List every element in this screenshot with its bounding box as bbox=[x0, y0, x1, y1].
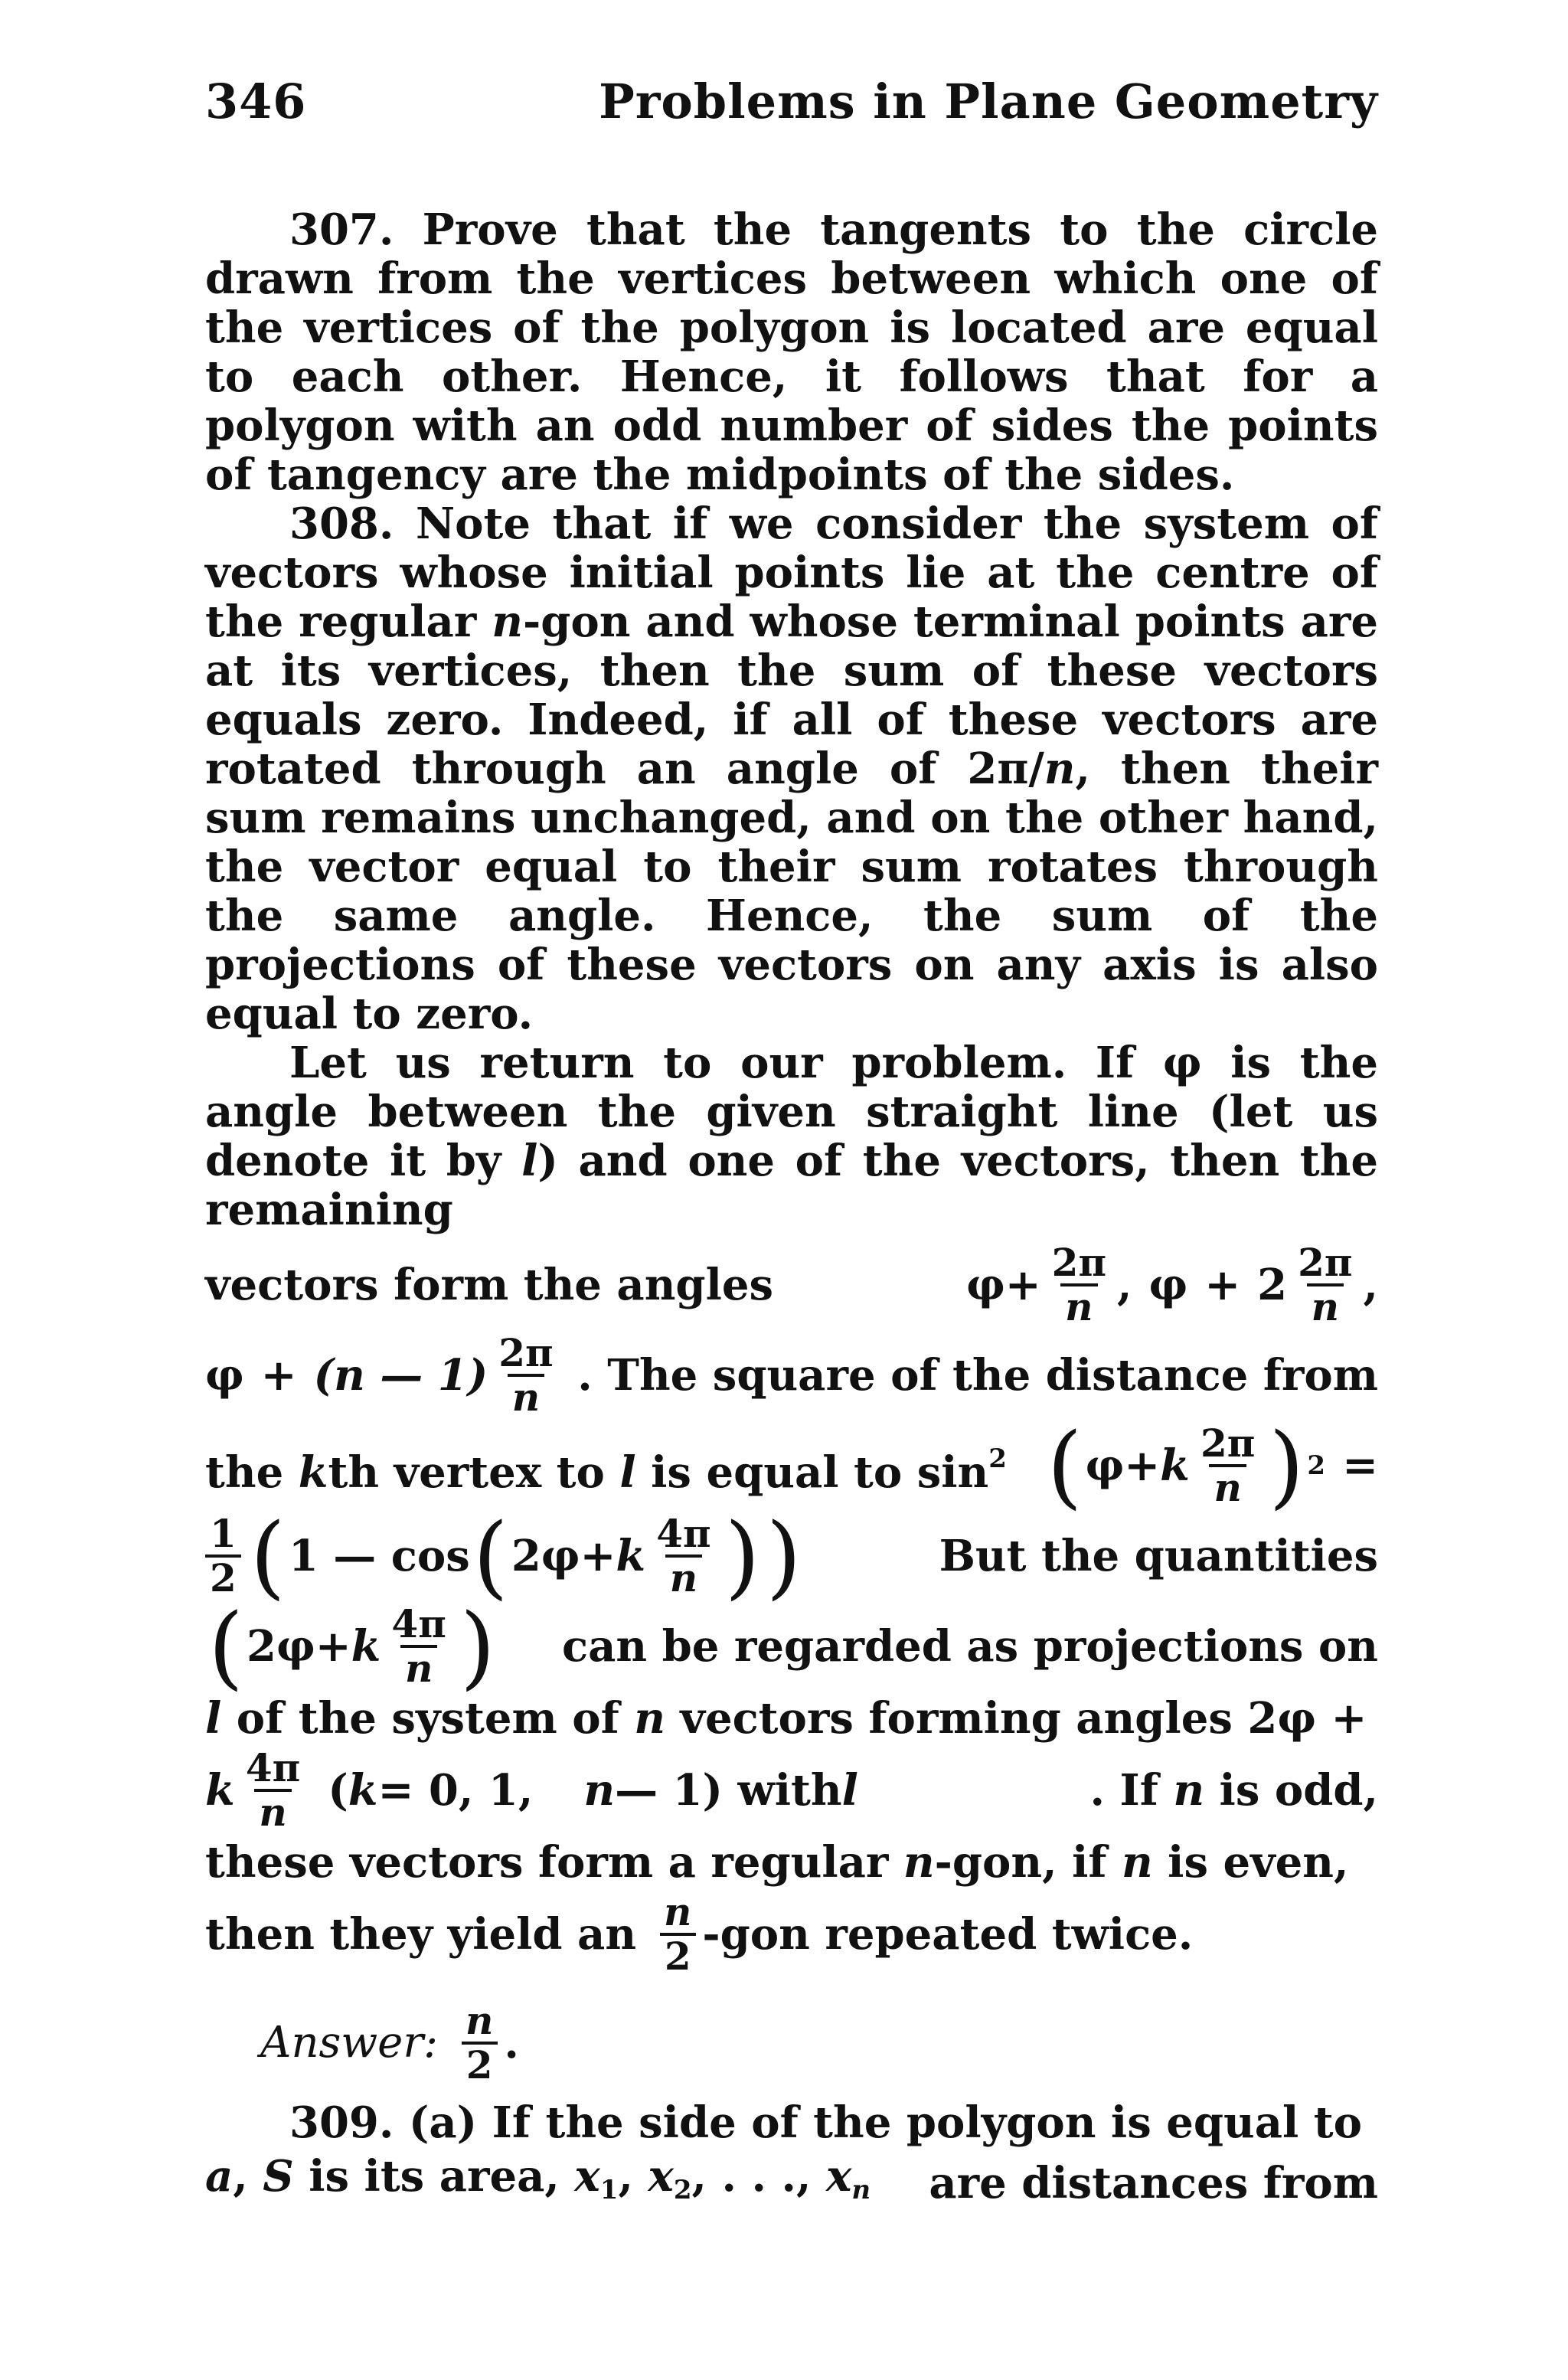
left-paren: ( bbox=[472, 1503, 508, 1609]
formula-angles bbox=[966, 1242, 1378, 1328]
problem-309 bbox=[205, 2098, 1378, 2147]
left-paren: ( bbox=[250, 1503, 286, 1609]
problem-307 bbox=[205, 205, 1378, 499]
var-l: l bbox=[521, 1136, 538, 1186]
running-title: Problems in Plane Geometry bbox=[599, 74, 1378, 129]
these-vectors-line: these vectors form a regular n-gon, if n is even, bbox=[205, 1837, 1349, 1888]
plus-sign: + bbox=[315, 1621, 351, 1672]
problem-309-text-a: (a) If the side of the polygon is equal to bbox=[408, 2097, 1362, 2148]
can-be-regarded-text: can be regarded as projections on bbox=[562, 1621, 1378, 1672]
numerator: 2π bbox=[498, 1330, 554, 1375]
formula-last-angle-line bbox=[205, 1332, 1378, 1418]
problem-308-continuation bbox=[205, 1038, 1378, 1234]
var-k: k bbox=[205, 1765, 235, 1816]
problem-307-text: Prove that the tangents to the circle drawn from the vertices between which one of the vertices of the polygon is located are equal to each other. Hence, it follows that for a polygon with an odd number of sides the points of tangency are the midpoints of the sides. bbox=[205, 204, 1379, 500]
denominator: n bbox=[1209, 1464, 1246, 1509]
formula-n-half-gon-line bbox=[205, 1891, 1378, 1977]
if-n-odd-text: . If n is odd, bbox=[1089, 1765, 1378, 1816]
formula-sin-squared-line bbox=[205, 1413, 1378, 1519]
numerator: 4π bbox=[391, 1601, 446, 1646]
var-n: n bbox=[1044, 744, 1076, 794]
page-number: 346 bbox=[205, 74, 307, 129]
var-k: k bbox=[616, 1531, 646, 1581]
formula-k-range-line bbox=[205, 1747, 1378, 1833]
plus-sign: + bbox=[580, 1531, 616, 1581]
var-k: k bbox=[351, 1621, 381, 1672]
denominator: n bbox=[1307, 1283, 1344, 1328]
problem-308 bbox=[205, 499, 1378, 1038]
phi: φ bbox=[205, 1350, 244, 1401]
numerator: 2π bbox=[1051, 1240, 1107, 1285]
problem-308-text-b: -gon and whose terminal points are at its vertices, then the sum of these vectors equals zero. Indeed, if all of these vectors are rotated through an angle of 2π/ bbox=[205, 597, 1378, 794]
right-paren: ) bbox=[766, 1503, 802, 1609]
gon-repeated-text: -gon repeated twice. bbox=[702, 1909, 1194, 1960]
phi: φ bbox=[1148, 1260, 1188, 1310]
answer-label: Answer: bbox=[260, 2018, 438, 2068]
n-minus-one: (n — 1) bbox=[313, 1350, 488, 1401]
denominator: 2 bbox=[462, 2042, 498, 2086]
equals-sign: = bbox=[1342, 1440, 1378, 1491]
left-paren: ( bbox=[208, 1594, 244, 1699]
fraction-4pi-over-n bbox=[387, 1601, 450, 1691]
formula-last-angle bbox=[205, 1332, 564, 1418]
right-paren: ) bbox=[1269, 1413, 1305, 1519]
denominator: n bbox=[508, 1374, 544, 1418]
distances-from-text: are distances from bbox=[929, 2158, 1378, 2208]
fraction-2pi-over-n bbox=[494, 1332, 557, 1418]
two-phi: 2φ bbox=[247, 1621, 315, 1672]
formula-sin-argument bbox=[1044, 1413, 1378, 1519]
denominator: 2 bbox=[660, 1933, 696, 1977]
coefficient-two: 2 bbox=[1257, 1260, 1288, 1310]
formula-cos-line bbox=[205, 1503, 1378, 1609]
fraction-2pi-over-n bbox=[1293, 1242, 1357, 1328]
var-k: k bbox=[1160, 1440, 1190, 1491]
plus-sign: + bbox=[1124, 1440, 1161, 1491]
fraction-4pi-over-n bbox=[652, 1513, 715, 1599]
fraction-4pi-over-n bbox=[241, 1747, 305, 1833]
denominator: n bbox=[254, 1789, 291, 1833]
p308-p2-b: ) and one of the vectors, then the remaining bbox=[205, 1136, 1379, 1235]
right-paren: ) bbox=[459, 1594, 495, 1699]
comma: , bbox=[1117, 1260, 1132, 1310]
formula-angles-line bbox=[205, 1242, 1378, 1328]
fraction-n-over-2 bbox=[659, 1891, 696, 1977]
formula-half-cos bbox=[205, 1503, 805, 1609]
kth-vertex-text: the kth vertex to l is equal to $\sin^2$ bbox=[205, 1443, 1007, 1498]
denominator: n bbox=[665, 1555, 702, 1599]
problem-309-number: 309. bbox=[289, 2097, 394, 2148]
comma: , bbox=[1363, 1260, 1378, 1310]
one-minus-cos: 1 — cos bbox=[288, 1531, 470, 1581]
exponent: 2 bbox=[1307, 1450, 1326, 1481]
plus-sign: + bbox=[260, 1350, 297, 1401]
fraction-one-half bbox=[205, 1513, 241, 1599]
numerator: 2π bbox=[1298, 1240, 1353, 1285]
problem-309-line-2: a, S is its area, $x_1$, $x_2$, . . ., $x_n$ are distances from bbox=[205, 2151, 1378, 2208]
phi: φ bbox=[1085, 1440, 1125, 1491]
numerator: n bbox=[664, 1889, 692, 1934]
then-they-text: then they yield an bbox=[205, 1909, 637, 1960]
vectors-form-label: vectors form the angles bbox=[205, 1260, 773, 1310]
formula-k-4pi-over-n: k $\frac{4\pi}{n}$ ( k = 0, 1, n — 1) with l bbox=[205, 1745, 858, 1835]
left-paren: ( bbox=[1047, 1413, 1083, 1519]
numerator: 4π bbox=[245, 1745, 301, 1790]
denominator: 2 bbox=[205, 1555, 241, 1599]
of-system-line: l of the system of n vectors forming angles 2φ + bbox=[205, 1693, 1367, 1744]
answer-line bbox=[260, 2000, 1378, 2086]
right-paren: ) bbox=[724, 1503, 760, 1609]
numerator: n bbox=[465, 1998, 494, 2043]
phi: φ bbox=[966, 1260, 1005, 1310]
running-header bbox=[205, 74, 1378, 129]
denominator: n bbox=[1060, 1283, 1097, 1328]
formula-projection-line bbox=[205, 1594, 1378, 1699]
page-body bbox=[205, 205, 1378, 2219]
problem-307-number: 307. bbox=[289, 204, 394, 255]
var-n: n bbox=[492, 597, 523, 647]
problem-308-number: 308. bbox=[289, 499, 394, 549]
problem-308-text-a: Note that if we consider the system of vectors whose initial points lie at the centre of the regular bbox=[205, 499, 1378, 647]
numerator: 4π bbox=[656, 1511, 711, 1556]
fraction-2pi-over-n bbox=[1047, 1242, 1111, 1328]
fraction-n-over-2 bbox=[461, 2000, 498, 2086]
numerator: 2π bbox=[1200, 1420, 1256, 1466]
period: . bbox=[504, 2018, 519, 2068]
plus-sign: + bbox=[1204, 1260, 1241, 1310]
p308-p2-a: Let us return to our problem. If φ is the angle between the given straight line (let us denote it by bbox=[205, 1038, 1378, 1186]
but-quantities-text: But the quantities bbox=[939, 1531, 1378, 1581]
fraction-2pi-over-n bbox=[1196, 1420, 1259, 1510]
plus-sign: + bbox=[1004, 1260, 1041, 1310]
problem-308-text-c: , then their sum remains unchanged, and on the other hand, the vector equal to their sum rotates through the same angle. Hence, the sum of the projections of these vectors on any axis is also equal to zero. bbox=[205, 744, 1379, 1039]
two-phi: 2φ bbox=[511, 1531, 580, 1581]
square-distance-text: . The square of the distance from bbox=[577, 1350, 1378, 1401]
numerator: 1 bbox=[210, 1511, 237, 1556]
denominator: n bbox=[400, 1645, 437, 1689]
formula-2phi-k-4pi bbox=[205, 1594, 498, 1699]
